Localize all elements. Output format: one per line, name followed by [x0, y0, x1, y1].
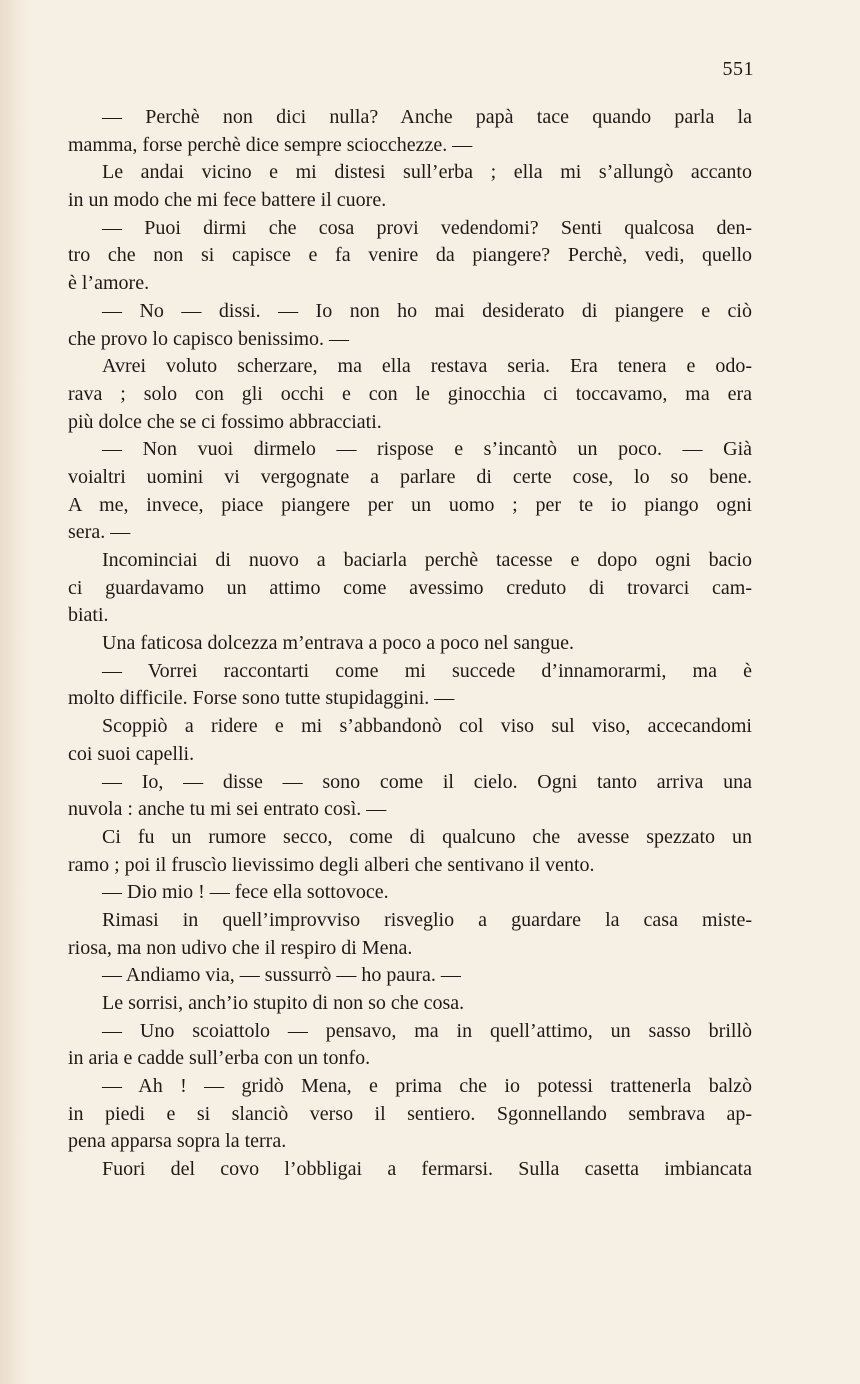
text-line: in un modo che mi fece battere il cuore.: [68, 189, 387, 212]
text-line: Le andai vicino e mi distesi sull’erba ; ella mi s’allungò accanto: [102, 161, 752, 184]
text-line: Avrei voluto scherzare, ma ella restava seria. Era tenera e odo-: [102, 355, 752, 378]
text-line: — Perchè non dici nulla? Anche papà tace quando parla la: [102, 106, 752, 128]
text-line: ramo ; poi il fruscìo lievissimo degli alberi che sentivano il vento.: [68, 853, 595, 876]
text-line: Scoppiò a ridere e mi s’abbandonò col viso sul viso, accecandomi: [102, 715, 752, 738]
text-line: — Puoi dirmi che cosa provi vedendomi? Senti qualcosa den-: [102, 216, 752, 239]
text-line: — Ah ! — gridò Mena, e prima che io potessi trattenerla balzò: [102, 1075, 752, 1098]
text-line: mamma, forse perchè dice sempre sciocchezze. —: [68, 133, 473, 156]
text-line: rava ; solo con gli occhi e con le ginocchia ci toccavamo, ma era: [68, 382, 752, 405]
text-line: A me, invece, piace piangere per un uomo ; per te io piango ogni: [68, 493, 752, 516]
page-gutter-shadow: [0, 0, 30, 1384]
text-line: — Dio mio ! — fece ella sottovoce.: [102, 881, 389, 904]
text-line: tro che non si capisce e fa venire da piangere? Perchè, vedi, quello: [68, 244, 752, 267]
text-line: Ci fu un rumore secco, come di qualcuno che avesse spezzato un: [102, 825, 752, 848]
text-line: Incominciai di nuovo a baciarla perchè tacesse e dopo ogni bacio: [102, 549, 752, 571]
text-line: riosa, ma non udivo che il respiro di Mena.: [68, 936, 413, 959]
text-line: in piedi e si slanciò verso il sentiero. Sgonnellando sembrava ap-: [68, 1102, 752, 1125]
page-number: 551: [722, 58, 754, 80]
text-line: — Io, — disse — sono come il cielo. Ogni tanto arriva una: [102, 770, 752, 793]
text-line: — Andiamo via, — sussurrò — ho paura. —: [102, 964, 461, 987]
text-line: molto difficile. Forse sono tutte stupidaggini. —: [68, 687, 455, 710]
text-line: — Vorrei raccontarti come mi succede d’innamorarmi, ma è: [102, 659, 752, 682]
text-line: pena apparsa sopra la terra.: [68, 1130, 287, 1153]
text-line: nuvola : anche tu mi sei entrato così. —: [68, 798, 387, 821]
text-line: più dolce che se ci fossimo abbracciati.: [68, 410, 382, 433]
text-line: Rimasi in quell’improvviso risveglio a guardare la casa miste-: [102, 908, 752, 931]
text-line: Le sorrisi, anch’io stupito di non so che cosa.: [102, 992, 465, 1014]
text-line: è l’amore.: [68, 272, 150, 295]
text-line: in aria e cadde sull’erba con un tonfo.: [68, 1047, 371, 1070]
text-line: Una faticosa dolcezza m’entrava a poco a poco nel sangue.: [102, 632, 574, 655]
text-line: — No — dissi. — Io non ho mai desiderato di piangere e ciò: [102, 299, 752, 322]
text-line: — Non vuoi dirmelo — rispose e s’incantò un poco. — Già: [102, 438, 752, 461]
text-line: coi suoi capelli.: [68, 742, 195, 765]
text-line: che provo lo capisco benissimo. —: [68, 327, 350, 350]
text-line: — Uno scoiattolo — pensavo, ma in quell’attimo, un sasso brillò: [102, 1019, 752, 1042]
text-line: Fuori del covo l’obbligai a fermarsi. Sulla casetta imbiancata: [102, 1158, 752, 1181]
body-text: [68, 104, 752, 1184]
text-line: sera. —: [68, 521, 131, 544]
text-line: biati.: [68, 604, 109, 627]
text-line: voialtri uomini vi vergognate a parlare di certe cose, lo so bene.: [68, 465, 752, 488]
text-line: ci guardavamo un attimo come avessimo creduto di trovarci cam-: [68, 576, 752, 599]
